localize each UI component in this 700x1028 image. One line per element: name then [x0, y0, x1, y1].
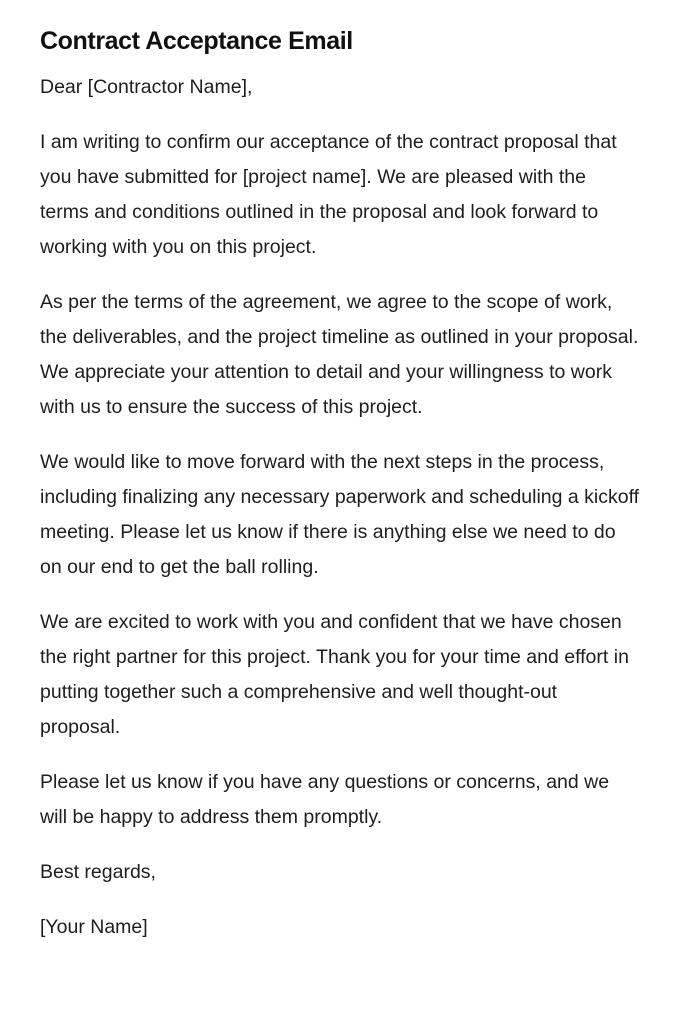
body-paragraph: I am writing to confirm our acceptance of the contract proposal that you have submitted for [project name]. We are pleased with the terms and conditions outlined in the proposal and look forward to working with you on this project.	[40, 131, 617, 258]
greeting: Dear [Contractor Name],	[40, 76, 253, 98]
document-title: Contract Acceptance Email	[40, 27, 353, 55]
body-paragraph: Please let us know if you have any questions or concerns, and we will be happy to address them promptly.	[40, 771, 610, 828]
body-paragraph: As per the terms of the agreement, we agree to the scope of work, the deliverables, and the project timeline as outlined in your proposal. We appreciate your attention to detail and your willingness to work with us to ensure the success of this project.	[40, 291, 639, 418]
closing: Best regards,	[40, 861, 156, 883]
body-paragraph: We would like to move forward with the next steps in the process, including finalizing any necessary paperwork and scheduling a kickoff meeting. Please let us know if there is anything else we need to do on our end to get the ball rolling.	[40, 451, 640, 578]
signature: [Your Name]	[40, 916, 148, 938]
body-paragraph: We are excited to work with you and confident that we have chosen the right partner for this project. Thank you for your time and effort in putting together such a comprehensive and well thought-out proposal.	[40, 611, 629, 738]
